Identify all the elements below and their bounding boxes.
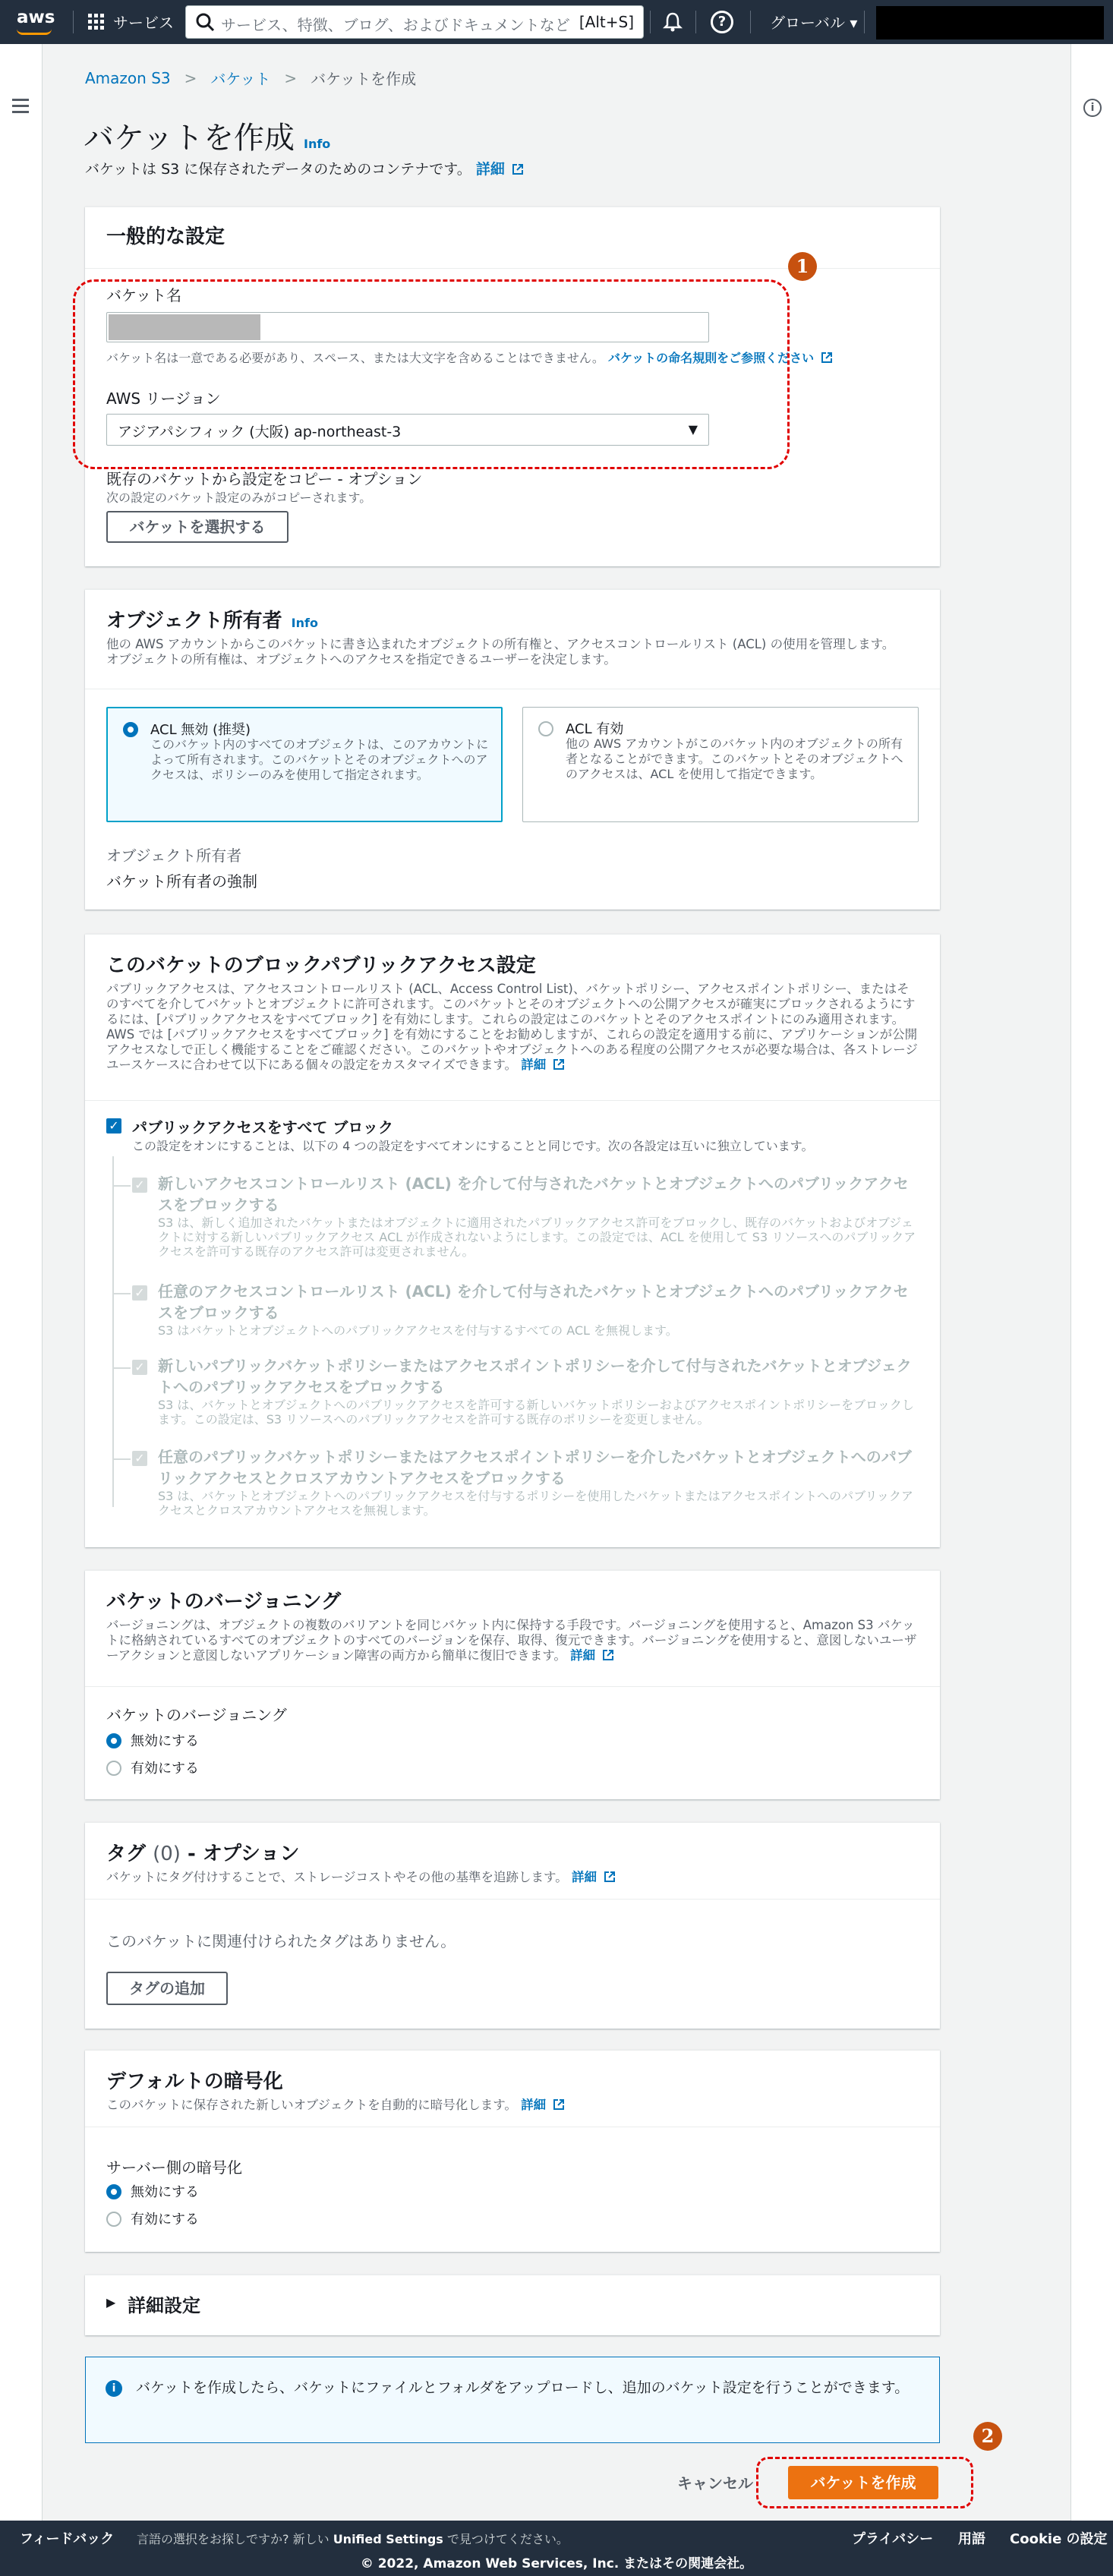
caret-right-icon: ▶ (106, 2295, 116, 2310)
search-icon (194, 11, 216, 33)
ownership-heading: オブジェクト所有者 Info (106, 610, 318, 632)
bell-icon[interactable] (661, 11, 684, 33)
versioning-heading: バケットのバージョニング (106, 1591, 342, 1613)
annotation-badge-2: 2 (973, 2422, 1002, 2451)
encryption-off-label: 無効にする (131, 2184, 199, 2200)
tree-branch (112, 1185, 131, 1187)
page-details-link[interactable]: 詳細 (476, 161, 525, 178)
external-link-icon (552, 1058, 566, 1071)
tree-branch (112, 1458, 131, 1460)
region-selector[interactable]: グローバル ▾ (770, 14, 858, 32)
left-sidebar (0, 44, 43, 2521)
create-bucket-button[interactable]: バケットを作成 (788, 2466, 938, 2499)
ownership-desc: 他の AWS アカウントからこのバケットに書き込まれたオブジェクトの所有権と、アクセスコントロールリスト (ACL) の使用を管理します。 オブジェクトの所有権は、オブジェクトへのアクセスを指定できるユーザーを決定します。 (106, 637, 895, 667)
encryption-details-link[interactable]: 詳細 (521, 2098, 566, 2112)
block-new-acl-option: 新しいアクセスコントロールリスト (ACL) を介して付与されたバケットとオブジェクトへのパブリックアクセスをブロックする S3 は、新しく追加されたバケットまたはオブジェクトに適用されたパブリックアクセス許可をブロックし、既存のバケットおよびオブジェクトに対する新しいパブリックアクセス ACL が作成されないようにします。この設定では、ACL を使用して S3 リソースへのパブリックアクセスを許可する既存のアクセス許可は変更されません。 (158, 1174, 916, 1259)
general-settings-heading: 一般的な設定 (106, 225, 225, 248)
external-link-icon (552, 2098, 566, 2111)
tree-branch (112, 1367, 131, 1369)
tags-heading: タグ (0) - オプション (106, 1843, 300, 1865)
advanced-settings-panel[interactable] (85, 2275, 940, 2335)
external-link-icon (603, 1870, 616, 1884)
breadcrumb-buckets[interactable]: バケット (210, 70, 271, 88)
acl-enabled-title: ACL 有効 (566, 721, 624, 737)
tags-desc: バケットにタグ付けすることで、ストレージコストやその他の基準を追跡します。 詳細 (106, 1870, 616, 1885)
acl-disabled-title: ACL 無効 (推奨) (150, 722, 251, 738)
encryption-desc: このバケットに保存された新しいオブジェクトを自動的に暗号化します。 詳細 (106, 2098, 566, 2113)
versioning-label: バケットのバージョニング (106, 1706, 287, 1724)
versioning-off-label: 無効にする (131, 1733, 199, 1749)
external-link-icon (601, 1648, 615, 1662)
page-title-text: バケットを作成 (84, 121, 295, 156)
versioning-off-radio[interactable] (106, 1733, 121, 1748)
region-label: AWS リージョン (106, 389, 221, 408)
breadcrumb-current: バケットを作成 (311, 70, 417, 88)
encryption-on-label: 有効にする (131, 2212, 199, 2228)
search-shortcut: [Alt+S] (579, 13, 634, 31)
divider (85, 1100, 940, 1101)
divider (85, 1686, 940, 1687)
services-label: サービス (113, 14, 174, 32)
search-placeholder: サービス、特徴、ブログ、およびドキュメントなど (221, 16, 570, 34)
nav-divider (73, 11, 74, 33)
external-link-icon (511, 162, 525, 176)
breadcrumb-s3[interactable]: Amazon S3 (85, 68, 171, 87)
naming-rules-link[interactable]: バケットの命名規則をご参照ください (608, 351, 834, 365)
versioning-desc: バージョニングは、オブジェクトの複数のバリアントを同じバケット内に保持する手段です。バージョニングを使用すると、Amazon S3 バケットに格納されているすべてのオブジェクトのすべてのバージョンを保存、取得、復元できます。バージョニングを使用すると、意図しないユーザーアクションと意図しないアプリケーション障害の両方から簡単に復旧できます。 詳細 (106, 1618, 917, 1663)
block-public-access-panel (85, 934, 940, 1547)
footer (0, 2521, 1113, 2576)
object-owner-value: バケット所有者の強制 (106, 872, 257, 891)
block-details-link[interactable]: 詳細 (521, 1058, 566, 1072)
cancel-button[interactable]: キャンセル (677, 2474, 753, 2492)
copy-settings-label: 既存のバケットから設定をコピー - オプション (106, 470, 423, 488)
hamburger-icon[interactable] (12, 99, 29, 112)
encryption-on-radio[interactable] (106, 2212, 121, 2227)
acl-enabled-desc: 他の AWS アカウントがこのバケット内のオブジェクトの所有者となることができます。このバケットとそのオブジェクトへのアクセスは、ACL を使用して指定できます。 (566, 736, 903, 781)
acl-disabled-option[interactable] (106, 707, 503, 822)
services-menu[interactable] (88, 11, 174, 33)
tree-branch (112, 1293, 131, 1294)
info-alert-text: バケットを作成したら、バケットにファイルとフォルダをアップロードし、追加のバケット設定を行うことができます。 (136, 2379, 910, 2396)
block-any-policy-checkbox: ✓ (132, 1451, 147, 1466)
breadcrumb (85, 67, 416, 89)
versioning-panel (85, 1570, 940, 1799)
account-menu[interactable] (876, 6, 1104, 39)
info-icon: i (106, 2380, 122, 2397)
annotation-box-1 (73, 279, 790, 469)
add-tag-button[interactable]: タグの追加 (106, 1972, 228, 2005)
unified-settings-link[interactable]: Unified Settings (333, 2532, 443, 2546)
encryption-heading: デフォルトの暗号化 (106, 2070, 283, 2093)
top-navigation (0, 0, 1113, 44)
ownership-info-link[interactable]: Info (291, 616, 318, 630)
versioning-on-label: 有効にする (131, 1761, 199, 1777)
tags-details-link[interactable]: 詳細 (572, 1870, 616, 1884)
block-new-acl-checkbox: ✓ (132, 1178, 147, 1193)
page-info-link[interactable]: Info (304, 137, 331, 151)
versioning-details-link[interactable]: 詳細 (570, 1648, 615, 1663)
block-any-acl-option: 任意のアクセスコントロールリスト (ACL) を介して付与されたバケットとオブジェクトへのパブリックアクセスをブロックする S3 はバケットとオブジェクトへのパブリックアクセスを付与するすべての ACL を無視します。 (158, 1282, 909, 1338)
block-heading: このバケットのブロックパブリックアクセス設定 (106, 954, 536, 977)
bucket-name-label: バケット名 (106, 286, 181, 304)
encryption-label: サーバー側の暗号化 (106, 2158, 242, 2177)
versioning-on-radio[interactable] (106, 1761, 121, 1776)
info-panel-icon[interactable]: i (1083, 99, 1102, 117)
block-new-policy-checkbox: ✓ (132, 1360, 147, 1375)
copy-settings-help: 次の設定のバケット設定のみがコピーされます。 (106, 490, 372, 505)
block-any-acl-checkbox: ✓ (132, 1285, 147, 1301)
encryption-panel (85, 2050, 940, 2252)
tags-count: (0) (153, 1843, 181, 1865)
page-title (84, 114, 330, 157)
acl-disabled-desc: このバケット内のすべてのオブジェクトは、このアカウントによって所有されます。このバケットとそのオブジェクトへのアクセスは、ポリシーのみを使用して指定されます。 (150, 737, 489, 782)
region-value: アジアパシフィック (大阪) ap-northeast-3 (118, 424, 402, 440)
search-input[interactable] (185, 5, 644, 39)
advanced-settings-heading[interactable]: 詳細設定 (128, 2295, 200, 2316)
external-link-icon (820, 351, 834, 364)
page-subtitle (85, 158, 525, 178)
choose-bucket-button[interactable]: バケットを選択する (106, 511, 288, 543)
object-owner-label: オブジェクト所有者 (106, 847, 242, 865)
help-icon[interactable]: ? (711, 11, 733, 33)
block-new-policy-option: 新しいパブリックバケットポリシーまたはアクセスポイントポリシーを介して付与されたバケットとオブジェクトへのパブリックアクセスをブロックする S3 は、バケットとオブジェクトへのパブリックアクセスを許可する新しいバケットポリシーおよびアクセスポイントポリシーをブロックします。この設定は、S3 リソースへのパブリックアクセスを許可する既存のポリシーを変更しません。 (158, 1357, 914, 1427)
annotation-badge-1: 1 (788, 252, 817, 281)
nav-divider (750, 11, 751, 33)
tags-empty-text: このバケットに関連付けられたタグはありません。 (106, 1932, 456, 1950)
tree-line (112, 1156, 114, 1507)
feedback-link[interactable]: フィードバック (20, 2531, 115, 2547)
aws-logo[interactable]: aws (17, 8, 55, 27)
tags-panel (85, 1822, 940, 2029)
caret-down-icon: ▼ (688, 422, 698, 437)
block-desc: パブリックアクセスは、アクセスコントロールリスト (ACL、Access Control List)、バケットポリシー、アクセスポイントポリシー、またはそのすべてを介してバケットとオブジェクトに許可されます。このバケットとそのオブジェクトへの公開アクセスが確実にブロックされるようにするには、[パブリックアクセスをすべてブロック] を有効にします。これらの設定はこのバケットとそのアクセスポイントにのみ適用されます。AWS では [パブリックアクセスをすべてブロック] を有効にすることをお勧めしますが、これらの設定を適用する前に、アプリケーションが公開アクセスなしで正しく機能することをご確認ください。このバケットやオブジェクトへのある程度の公開アクセスが必要な場合は、各ストレージユースケースに合わせて以下にある個々の設定をカスタマイズできます。 詳細 (106, 982, 918, 1072)
terms-link[interactable]: 用語 (958, 2531, 985, 2547)
privacy-link[interactable]: プライバシー (852, 2531, 934, 2547)
breadcrumb-separator: > (284, 68, 298, 87)
subtitle-text: バケットは S3 に保存されたデータのためのコンテナです。 (85, 161, 471, 178)
cookie-settings-link[interactable]: Cookie の設定 (1010, 2531, 1108, 2547)
bucket-name-help: バケット名は一意である必要があり、スペース、または大文字を含めることはできません。 バケットの命名規則をご参照ください (106, 348, 834, 366)
block-any-policy-option: 任意のパブリックバケットポリシーまたはアクセスポイントポリシーを介したバケットとオブジェクトへのパブリックアクセスとクロスアカウントアクセスをブロックする S3 は、バケットとオブジェクトへのパブリックアクセスを付与するポリシーを使用したバケットまたはアクセスポイントへのパブリックアクセスとクロスアカウントアクセスを無視します。 (158, 1448, 913, 1518)
acl-enabled-radio[interactable] (538, 721, 553, 736)
block-all-desc: この設定をオンにすることは、以下の 4 つの設定をすべてオンにすることと同じです。次の各設定は互いに独立しています。 (132, 1139, 814, 1153)
acl-enabled-option[interactable] (522, 707, 919, 822)
divider (85, 1899, 940, 1900)
nav-divider (864, 11, 865, 33)
object-ownership-panel (85, 589, 940, 910)
grid-icon (88, 14, 104, 30)
block-all-title: パブリックアクセスをすべて ブロック (132, 1118, 393, 1137)
copyright: © 2022, Amazon Web Services, Inc. またはその関連会社。 (360, 2556, 753, 2571)
info-alert (85, 2357, 940, 2443)
encryption-off-radio[interactable] (106, 2184, 121, 2199)
annotation-box-2 (756, 2457, 973, 2508)
nav-divider (650, 11, 651, 33)
nav-divider (695, 11, 696, 33)
right-sidebar (1070, 44, 1113, 2521)
language-notice: 言語の選択をお探しですか? 新しい Unified Settings で見つけてください。 (137, 2532, 569, 2546)
aws-logo-smile (17, 29, 52, 35)
block-all-checkbox[interactable]: ✓ (106, 1118, 121, 1134)
breadcrumb-separator: > (184, 68, 197, 87)
acl-disabled-radio[interactable] (123, 722, 138, 737)
